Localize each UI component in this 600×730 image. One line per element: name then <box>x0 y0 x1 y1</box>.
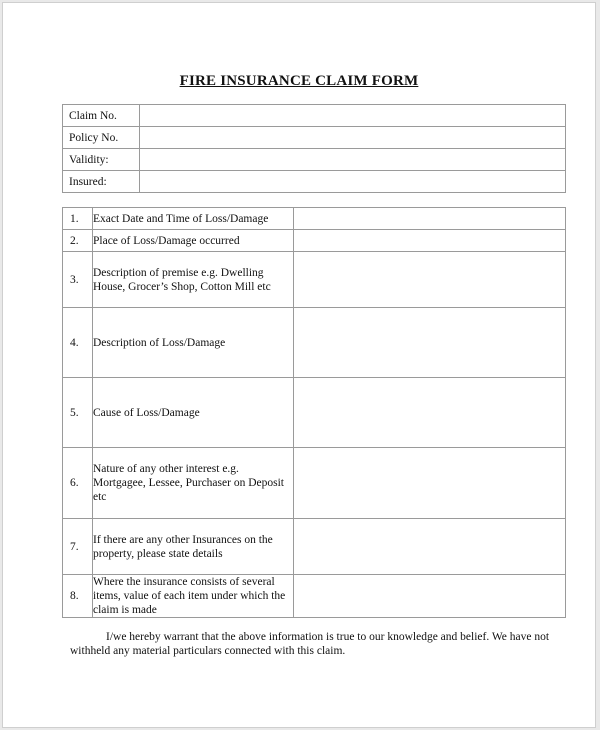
detail-number: 5. <box>63 378 93 448</box>
insured-field[interactable] <box>140 171 566 193</box>
claim-no-field[interactable] <box>140 105 566 127</box>
detail-number: 1. <box>63 208 93 230</box>
policy-no-field[interactable] <box>140 127 566 149</box>
form-title: FIRE INSURANCE CLAIM FORM <box>179 73 419 89</box>
detail-row <box>63 208 566 230</box>
detail-number: 6. <box>63 448 93 519</box>
premise-description-field[interactable] <box>294 252 566 308</box>
detail-number: 7. <box>63 519 93 575</box>
detail-row <box>63 519 566 575</box>
detail-number: 2. <box>63 230 93 252</box>
date-time-of-loss-field[interactable] <box>294 208 566 230</box>
detail-label: Where the insurance consists of several items, value of each item under which the claim is made <box>93 575 294 618</box>
detail-label: Exact Date and Time of Loss/Damage <box>93 208 294 230</box>
declaration-text: I/we hereby warrant that the above information is true to our knowledge and belief. We have not withheld any material particulars connected with this claim. <box>70 631 550 657</box>
detail-label: Description of Loss/Damage <box>93 308 294 378</box>
claim-row <box>63 149 566 171</box>
validity-field[interactable] <box>140 149 566 171</box>
detail-row <box>63 378 566 448</box>
detail-label: Place of Loss/Damage occurred <box>93 230 294 252</box>
detail-row <box>63 308 566 378</box>
detail-row <box>63 230 566 252</box>
claim-info-table <box>62 104 566 193</box>
cause-of-loss-field[interactable] <box>294 378 566 448</box>
document-page <box>2 2 596 728</box>
validity-label: Validity: <box>63 149 140 171</box>
detail-label: Nature of any other interest e.g. Mortgagee, Lessee, Purchaser on Deposit etc <box>93 448 294 519</box>
other-insurances-field[interactable] <box>294 519 566 575</box>
claim-no-label: Claim No. <box>63 105 140 127</box>
item-values-field[interactable] <box>294 575 566 618</box>
detail-row <box>63 252 566 308</box>
detail-row <box>63 448 566 519</box>
detail-label: If there are any other Insurances on the property, please state details <box>93 519 294 575</box>
claim-row <box>63 105 566 127</box>
other-interest-field[interactable] <box>294 448 566 519</box>
detail-label: Cause of Loss/Damage <box>93 378 294 448</box>
claim-row <box>63 171 566 193</box>
insured-label: Insured: <box>63 171 140 193</box>
claim-row <box>63 127 566 149</box>
detail-number: 8. <box>63 575 93 618</box>
loss-description-field[interactable] <box>294 308 566 378</box>
policy-no-label: Policy No. <box>63 127 140 149</box>
detail-row <box>63 575 566 618</box>
detail-label: Description of premise e.g. Dwelling House, Grocer’s Shop, Cotton Mill etc <box>93 252 294 308</box>
place-of-loss-field[interactable] <box>294 230 566 252</box>
detail-number: 4. <box>63 308 93 378</box>
detail-number: 3. <box>63 252 93 308</box>
claim-details-table <box>62 207 566 618</box>
